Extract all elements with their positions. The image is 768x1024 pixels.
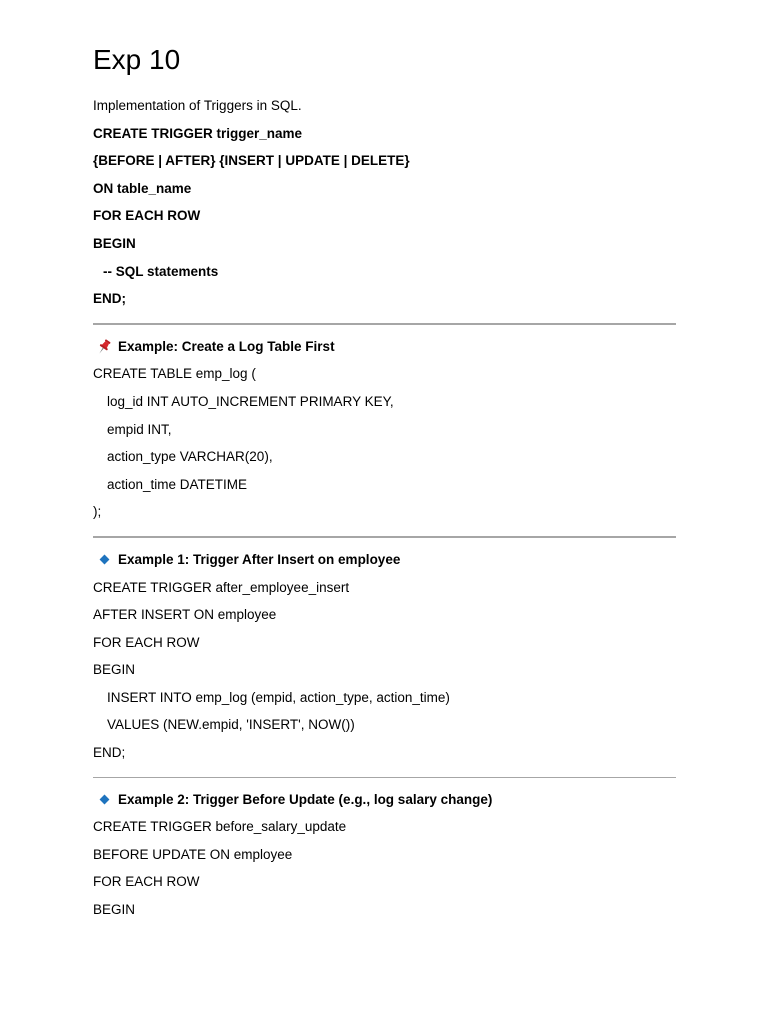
code-line: action_type VARCHAR(20), [107,449,273,465]
code-line: INSERT INTO emp_log (empid, action_type, action_time) [107,689,450,705]
code-line: action_time DATETIME [107,476,248,492]
page-title: Exp 10 [93,44,181,75]
section-divider [93,323,676,325]
code-line: CREATE TRIGGER before_salary_update [93,819,347,835]
section-heading-text: Example 1: Trigger After Insert on employee [118,551,401,567]
blue-diamond-icon [95,551,113,569]
section-heading [93,786,676,814]
section-heading [93,333,676,361]
code-line: BEFORE UPDATE ON employee [93,846,293,862]
code-line: FOR EACH ROW [93,874,200,890]
syntax-line: BEGIN [93,235,136,251]
pushpin-icon [95,338,113,356]
section-heading [93,546,676,574]
code-line: BEGIN [93,662,136,678]
syntax-line: CREATE TRIGGER trigger_name [93,125,303,141]
syntax-line: END; [93,291,126,307]
code-line: CREATE TABLE emp_log ( [93,366,256,382]
section-heading-text: Example: Create a Log Table First [118,338,335,354]
intro-text: Implementation of Triggers in SQL. [93,98,302,113]
section-heading-text: Example 2: Trigger Before Update (e.g., log salary change) [118,791,493,807]
code-line: CREATE TRIGGER after_employee_insert [93,579,350,595]
code-line: VALUES (NEW.empid, 'INSERT', NOW()) [107,717,355,733]
code-line: END; [93,745,126,761]
code-line: BEGIN [93,902,136,918]
log-table-section [93,333,676,526]
syntax-line: ON table_name [93,180,192,196]
section-divider [93,777,676,778]
code-line: FOR EACH ROW [93,634,200,650]
code-line: empid INT, [107,421,172,437]
syntax-block [93,120,676,313]
code-line: log_id INT AUTO_INCREMENT PRIMARY KEY, [107,393,394,409]
example-1-section [93,546,676,767]
syntax-line: -- SQL statements [103,263,219,279]
blue-diamond-icon [95,790,113,808]
syntax-line: FOR EACH ROW [93,208,201,224]
section-divider [93,536,676,538]
example-2-section [93,786,676,924]
code-line: AFTER INSERT ON employee [93,607,277,623]
code-line: ); [93,504,102,520]
syntax-line: {BEFORE | AFTER} {INSERT | UPDATE | DELETE} [93,153,410,169]
